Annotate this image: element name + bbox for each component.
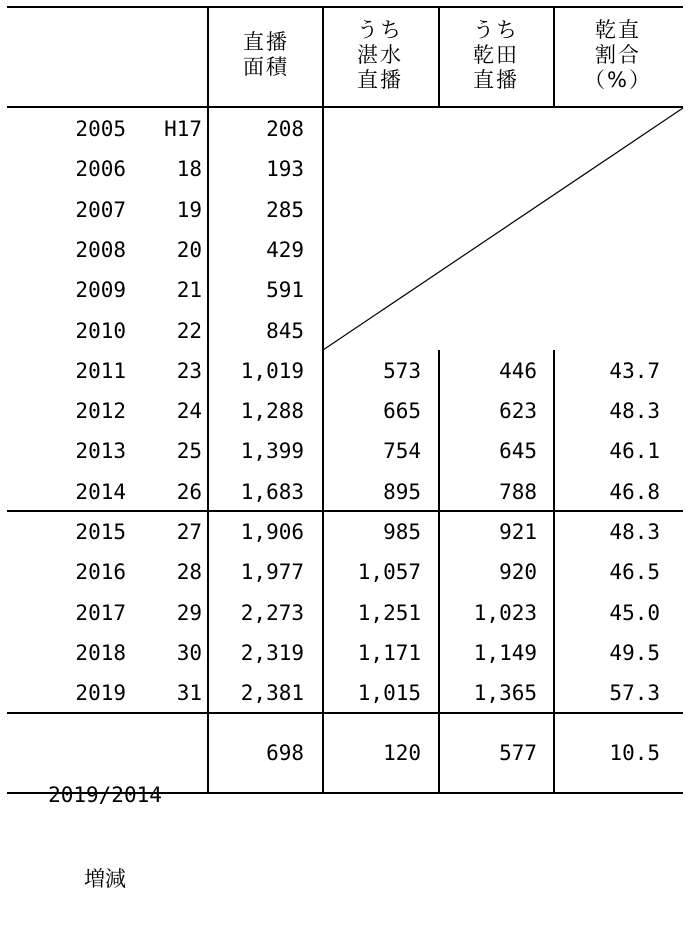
cell-area: 193: [266, 157, 304, 182]
cell-era: 23: [176, 358, 202, 383]
cell-year: 2017: [75, 600, 126, 625]
cell-area: 1,683: [240, 479, 304, 504]
cell-year: 2006: [75, 157, 126, 182]
cell-area: 285: [266, 197, 304, 222]
cell-era: 27: [176, 520, 202, 544]
cell-year: 2009: [75, 278, 126, 303]
cell-era: 29: [176, 600, 202, 625]
cell-dry: 623: [499, 399, 537, 424]
cell-era: 18: [176, 157, 202, 182]
cell-era: H17: [164, 117, 202, 141]
cell-area: 1,019: [240, 358, 304, 383]
header-flooded: うち 湛水 直播: [357, 18, 403, 92]
summary-area: 698: [266, 741, 304, 765]
cell-era: 28: [176, 560, 202, 585]
cell-area: 2,273: [240, 600, 304, 625]
cell-year: 2015: [75, 520, 126, 544]
cell-dry: 645: [499, 439, 537, 464]
cell-flooded: 665: [383, 399, 421, 424]
cell-area: 845: [266, 318, 304, 343]
cell-ratio: 48.3: [609, 520, 660, 544]
cell-dry: 446: [499, 358, 537, 383]
cell-year: 2012: [75, 399, 126, 424]
header-ratio: 乾直 割合 （%）: [584, 18, 652, 92]
summary-dry: 577: [499, 741, 537, 765]
cell-area: 1,906: [240, 520, 304, 544]
cell-era: 19: [176, 197, 202, 222]
cell-era: 21: [176, 278, 202, 303]
cell-dry: 1,149: [473, 640, 537, 665]
cell-area: 2,319: [240, 640, 304, 665]
cell-era: 30: [176, 640, 202, 665]
cell-flooded: 1,015: [357, 681, 421, 706]
cell-ratio: 48.3: [609, 399, 660, 424]
cell-flooded: 573: [383, 358, 421, 383]
cell-era: 20: [176, 237, 202, 262]
cell-year: 2019: [75, 681, 126, 706]
cell-ratio: 46.1: [609, 439, 660, 464]
cell-year: 2008: [75, 237, 126, 262]
cell-ratio: 46.5: [609, 560, 660, 585]
cell-year: 2016: [75, 560, 126, 585]
cell-area: 1,977: [240, 560, 304, 585]
cell-flooded: 895: [383, 479, 421, 504]
cell-era: 24: [176, 399, 202, 424]
cell-year: 2007: [75, 197, 126, 222]
cell-area: 208: [266, 117, 304, 141]
cell-area: 1,399: [240, 439, 304, 464]
cell-era: 26: [176, 479, 202, 504]
cell-dry: 920: [499, 560, 537, 585]
cell-area: 591: [266, 278, 304, 303]
cell-ratio: 49.5: [609, 640, 660, 665]
cell-year: 2005: [75, 117, 126, 141]
cell-flooded: 1,057: [357, 560, 421, 585]
cell-ratio: 45.0: [609, 600, 660, 625]
cell-dry: 921: [499, 520, 537, 544]
cell-year: 2014: [75, 479, 126, 504]
header-dry: うち 乾田 直播: [473, 18, 519, 92]
cell-year: 2011: [75, 358, 126, 383]
cell-ratio: 43.7: [609, 358, 660, 383]
summary-ratio: 10.5: [609, 741, 660, 765]
cell-dry: 788: [499, 479, 537, 504]
cell-year: 2010: [75, 318, 126, 343]
cell-era: 25: [176, 439, 202, 464]
cell-era: 31: [176, 681, 202, 706]
cell-flooded: 754: [383, 439, 421, 464]
cell-flooded: 985: [383, 520, 421, 544]
cell-ratio: 46.8: [609, 479, 660, 504]
summary-flooded: 120: [383, 741, 421, 765]
cell-dry: 1,365: [473, 681, 537, 706]
cell-area: 429: [266, 237, 304, 262]
cell-dry: 1,023: [473, 600, 537, 625]
cell-flooded: 1,171: [357, 640, 421, 665]
cell-flooded: 1,251: [357, 600, 421, 625]
cell-area: 1,288: [240, 399, 304, 424]
cell-area: 2,381: [240, 681, 304, 706]
header-direct-area: 直播 面積: [243, 30, 289, 79]
cell-year: 2013: [75, 439, 126, 464]
cell-era: 22: [176, 318, 202, 343]
cell-year: 2018: [75, 640, 126, 665]
cell-ratio: 57.3: [609, 681, 660, 706]
summary-label: 2019/2014 増減: [48, 783, 162, 891]
